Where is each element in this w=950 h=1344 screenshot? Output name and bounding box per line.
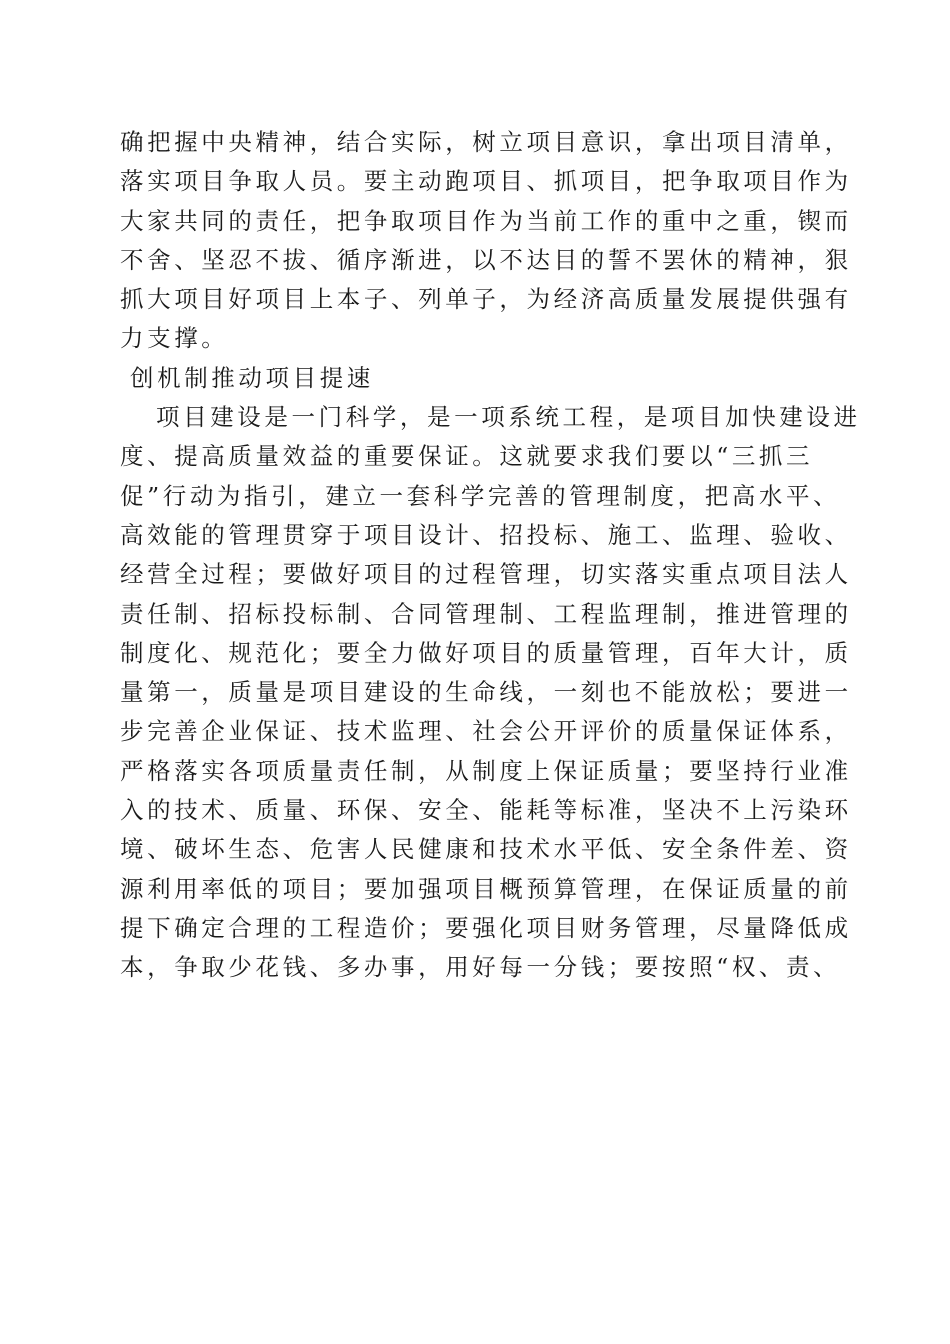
text-line: 抓大项目好项目上本子、列单子，为经济高质量发展提供强有	[120, 285, 852, 314]
text-line: 本，争取少花钱、多办事，用好每一分钱；要按照“权、责、	[120, 953, 841, 982]
text-line: 入的技术、质量、环保、安全、能耗等标准，坚决不上污染环	[120, 796, 852, 825]
text-line: 制度化、规范化；要全力做好项目的质量管理，百年大计，质	[120, 638, 852, 667]
text-line: 境、破坏生态、危害人民健康和技术水平低、安全条件差、资	[120, 835, 852, 864]
text-line: 步完善企业保证、技术监理、社会公开评价的质量保证体系，	[120, 717, 852, 746]
document-page	[120, 123, 861, 988]
section-heading	[120, 359, 832, 398]
paragraph-continuation	[120, 123, 852, 359]
text-line: 大家共同的责任，把争取项目作为当前工作的重中之重，锲而	[120, 206, 852, 235]
text-line: 确把握中央精神，结合实际，树立项目意识，拿出项目清单，	[120, 128, 852, 156]
text-line: 力支撑。	[120, 324, 229, 353]
text-line: 量第一，质量是项目建设的生命线，一刻也不能放松；要进一	[120, 678, 852, 707]
section-heading-text: 创机制推动项目提速	[130, 363, 374, 392]
text-line: 经营全过程；要做好项目的过程管理，切实落实重点项目法人	[120, 560, 852, 589]
text-line: 高效能的管理贯穿于项目设计、招投标、施工、监理、验收、	[120, 520, 852, 549]
text-line: 落实项目争取人员。要主动跑项目、抓项目，把争取项目作为	[120, 167, 852, 196]
text-line: 不舍、坚忍不拔、循序渐进，以不达目的誓不罢休的精神，狠	[120, 245, 852, 274]
paragraph-body	[120, 398, 861, 987]
text-line: 源利用率低的项目；要加强项目概预算管理，在保证质量的前	[120, 874, 852, 903]
text-line: 提下确定合理的工程造价；要强化项目财务管理，尽量降低成	[120, 913, 852, 942]
text-line: 严格落实各项质量责任制，从制度上保证质量；要坚持行业准	[120, 756, 852, 785]
text-line: 度、提高质量效益的重要保证。这就要求我们要以“三抓三	[120, 442, 814, 471]
text-line: 促”行动为指引，建立一套科学完善的管理制度，把高水平、	[120, 481, 841, 510]
text-line: 项目建设是一门科学，是一项系统工程，是项目加快建设进	[156, 403, 861, 432]
text-line: 责任制、招标投标制、合同管理制、工程监理制，推进管理的	[120, 599, 852, 628]
